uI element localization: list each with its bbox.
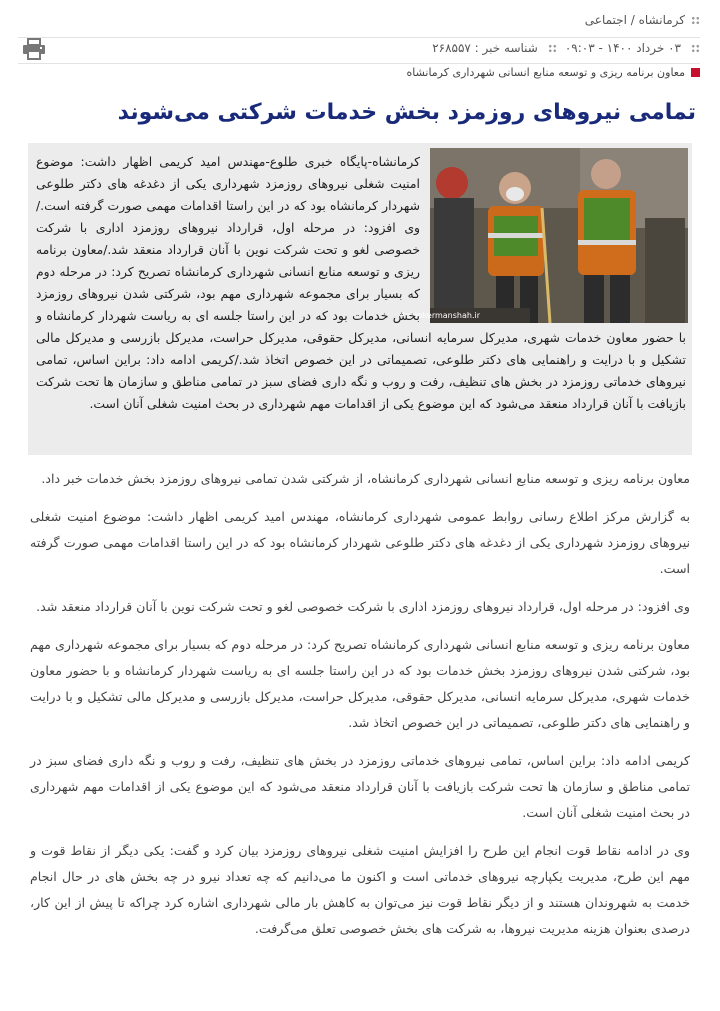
paragraph: کریمی ادامه داد: براین اساس، تمامی نیروهای خدماتی روزمزد در بخش های تنظیف، رفت و روب و نگه داری فضای سبز در تمامی مناطق و سازمان ها تحت شرکت بازیافت با آنان قرارداد منعقد می‌شود که این موضوع یکی از اقدامات مهم شهرداری در بحث امنیت شغلی آنان است. [30,753,690,820]
image-watermark: tolookermanshah.ir [402,311,480,320]
meta-bar [18,38,700,64]
grid-dots-icon [691,16,700,25]
lead-title-text: معاون برنامه ریزی و توسعه منابع انسانی شهرداری کرمانشاه [406,66,685,79]
breadcrumb-bar [18,8,700,38]
red-square-icon [691,68,700,77]
print-icon[interactable] [22,38,46,60]
paragraph: معاون برنامه ریزی و توسعه منابع انسانی شهرداری کرمانشاه تصریح کرد: در مرحله دوم که بسیار برای مجموعه شهرداری مهم بود، شرکتی شدن نیروهای روزمزد بخش خدمات بود که در این راستا جلسه ای به ریاست شهردار کرمانشاه و با حضور معاون خدمات شهری، مدیرکل سرمایه انسانی، مدیرکل حقوقی، مدیرکل حراست، مدیرکل بازرسی و مدیرکل مالی تشکیل و با درایت و راهنمایی های دکتر طلوعی، تصمیماتی در این خصوص اتخاذ شد. [30,637,690,730]
breadcrumb-text[interactable]: کرمانشاه / اجتماعی [584,13,685,27]
grid-dots-icon [691,44,700,53]
grid-dots-icon [548,44,557,53]
breadcrumb [585,13,700,27]
summary-box [28,143,692,455]
summary-text-wrap [36,151,686,415]
paragraph: وی افزود: در مرحله اول، قرارداد نیروهای روزمزد اداری با شرکت خصوصی لغو و تحت شرکت نوین با آنان قرارداد منعقد شد. [36,599,690,614]
page-title: تمامی نیروهای روزمزد بخش خدمات شرکتی می‌شوند [117,100,696,125]
paragraph: به گزارش مرکز اطلاع رسانی روابط عمومی شهرداری کرمانشاه، مهندس امید کریمی اظهار داشت: موضوع امنیت شغلی نیروهای روزمزد شهرداری یکی از دغدغه های دکتر طلوعی شهردار کرمانشاه بود که در این راستا اقدامات مهمی صورت گرفته است. [30,509,690,576]
lead-title [18,66,700,79]
news-id: شناسه خبر : ۲۶۸۵۵۷ [432,41,538,55]
article-body [30,466,690,954]
publish-date: ۰۳ خرداد ۱۴۰۰ - ۰۹:۰۳ [564,41,681,55]
paragraph: وی در ادامه نقاط قوت انجام این طرح را افزایش امنیت شغلی نیروهای روزمزد بیان کرد و گفت: یکی دیگر از نقاط قوت و مهم این طرح، مدیریت یکپارچه نیروهای خدماتی است و اکنون ما می‌دانیم که چه تعداد نیرو در چه بخش های در حال انجام خدمت به شهروندان هستند و از دیگر نقاط قوت نیز می‌توان به کاهش بار مالی شهرداری اشاره کرد چراکه تا پیش از این کار، درصدی بعنوان هزینه مدیریت نیروها، به شرکت های بخش خصوصی تعلق می‌گرفت. [30,843,690,936]
paragraph: معاون برنامه ریزی و توسعه منابع انسانی شهرداری کرمانشاه، از شرکتی شدن تمامی نیروهای روزمزد بخش خدمات خبر داد. [41,471,690,486]
article-meta [432,41,700,55]
summary-text: کرمانشاه-پایگاه خبری طلوع-مهندس امید کریمی اظهار داشت: موضوع امنیت شغلی نیروهای روزمزد شهرداری یکی از دغدغه های دکتر طلوعی شهردار کرمانشاه بود که در این راستا اقدامات مهمی صورت گرفته است./وی افزود: در مرحله اول، قرارداد نیروهای روزمزد اداری با شرکت خصوصی لغو و تحت شرکت نوین با آنان قرارداد منعقد شد./معاون برنامه ریزی و توسعه منابع انسانی شهرداری کرمانشاه تصریح کرد: در مرحله دوم که بسیار برای مجموعه شهرداری مهم بود، شرکتی شدن نیروهای روزمزد بخش خدمات بود که در این راستا جلسه ای به ریاست شهردار کرمانشاه و با حضور معاون خدمات شهری، مدیرکل سرمایه انسانی، مدیرکل حقوقی، مدیرکل حراست، مدیرکل بازرسی و مدیرکل مالی تشکیل و با درایت و راهنمایی های دکتر طلوعی، تصمیماتی در این خصوص اتخاذ شد./کریمی ادامه داد: براین اساس، تمامی نیروهای خدماتی روزمزد در بخش های تنظیف، رفت و روب و نگه داری فضای سبز در تمامی مناطق و سازمان ها تحت شرکت بازیافت با آنان قرارداد منعقد می‌شود که این موضوع یکی از اقدامات مهم شهرداری در بحث امنیت شغلی آنان است. [36,154,686,411]
